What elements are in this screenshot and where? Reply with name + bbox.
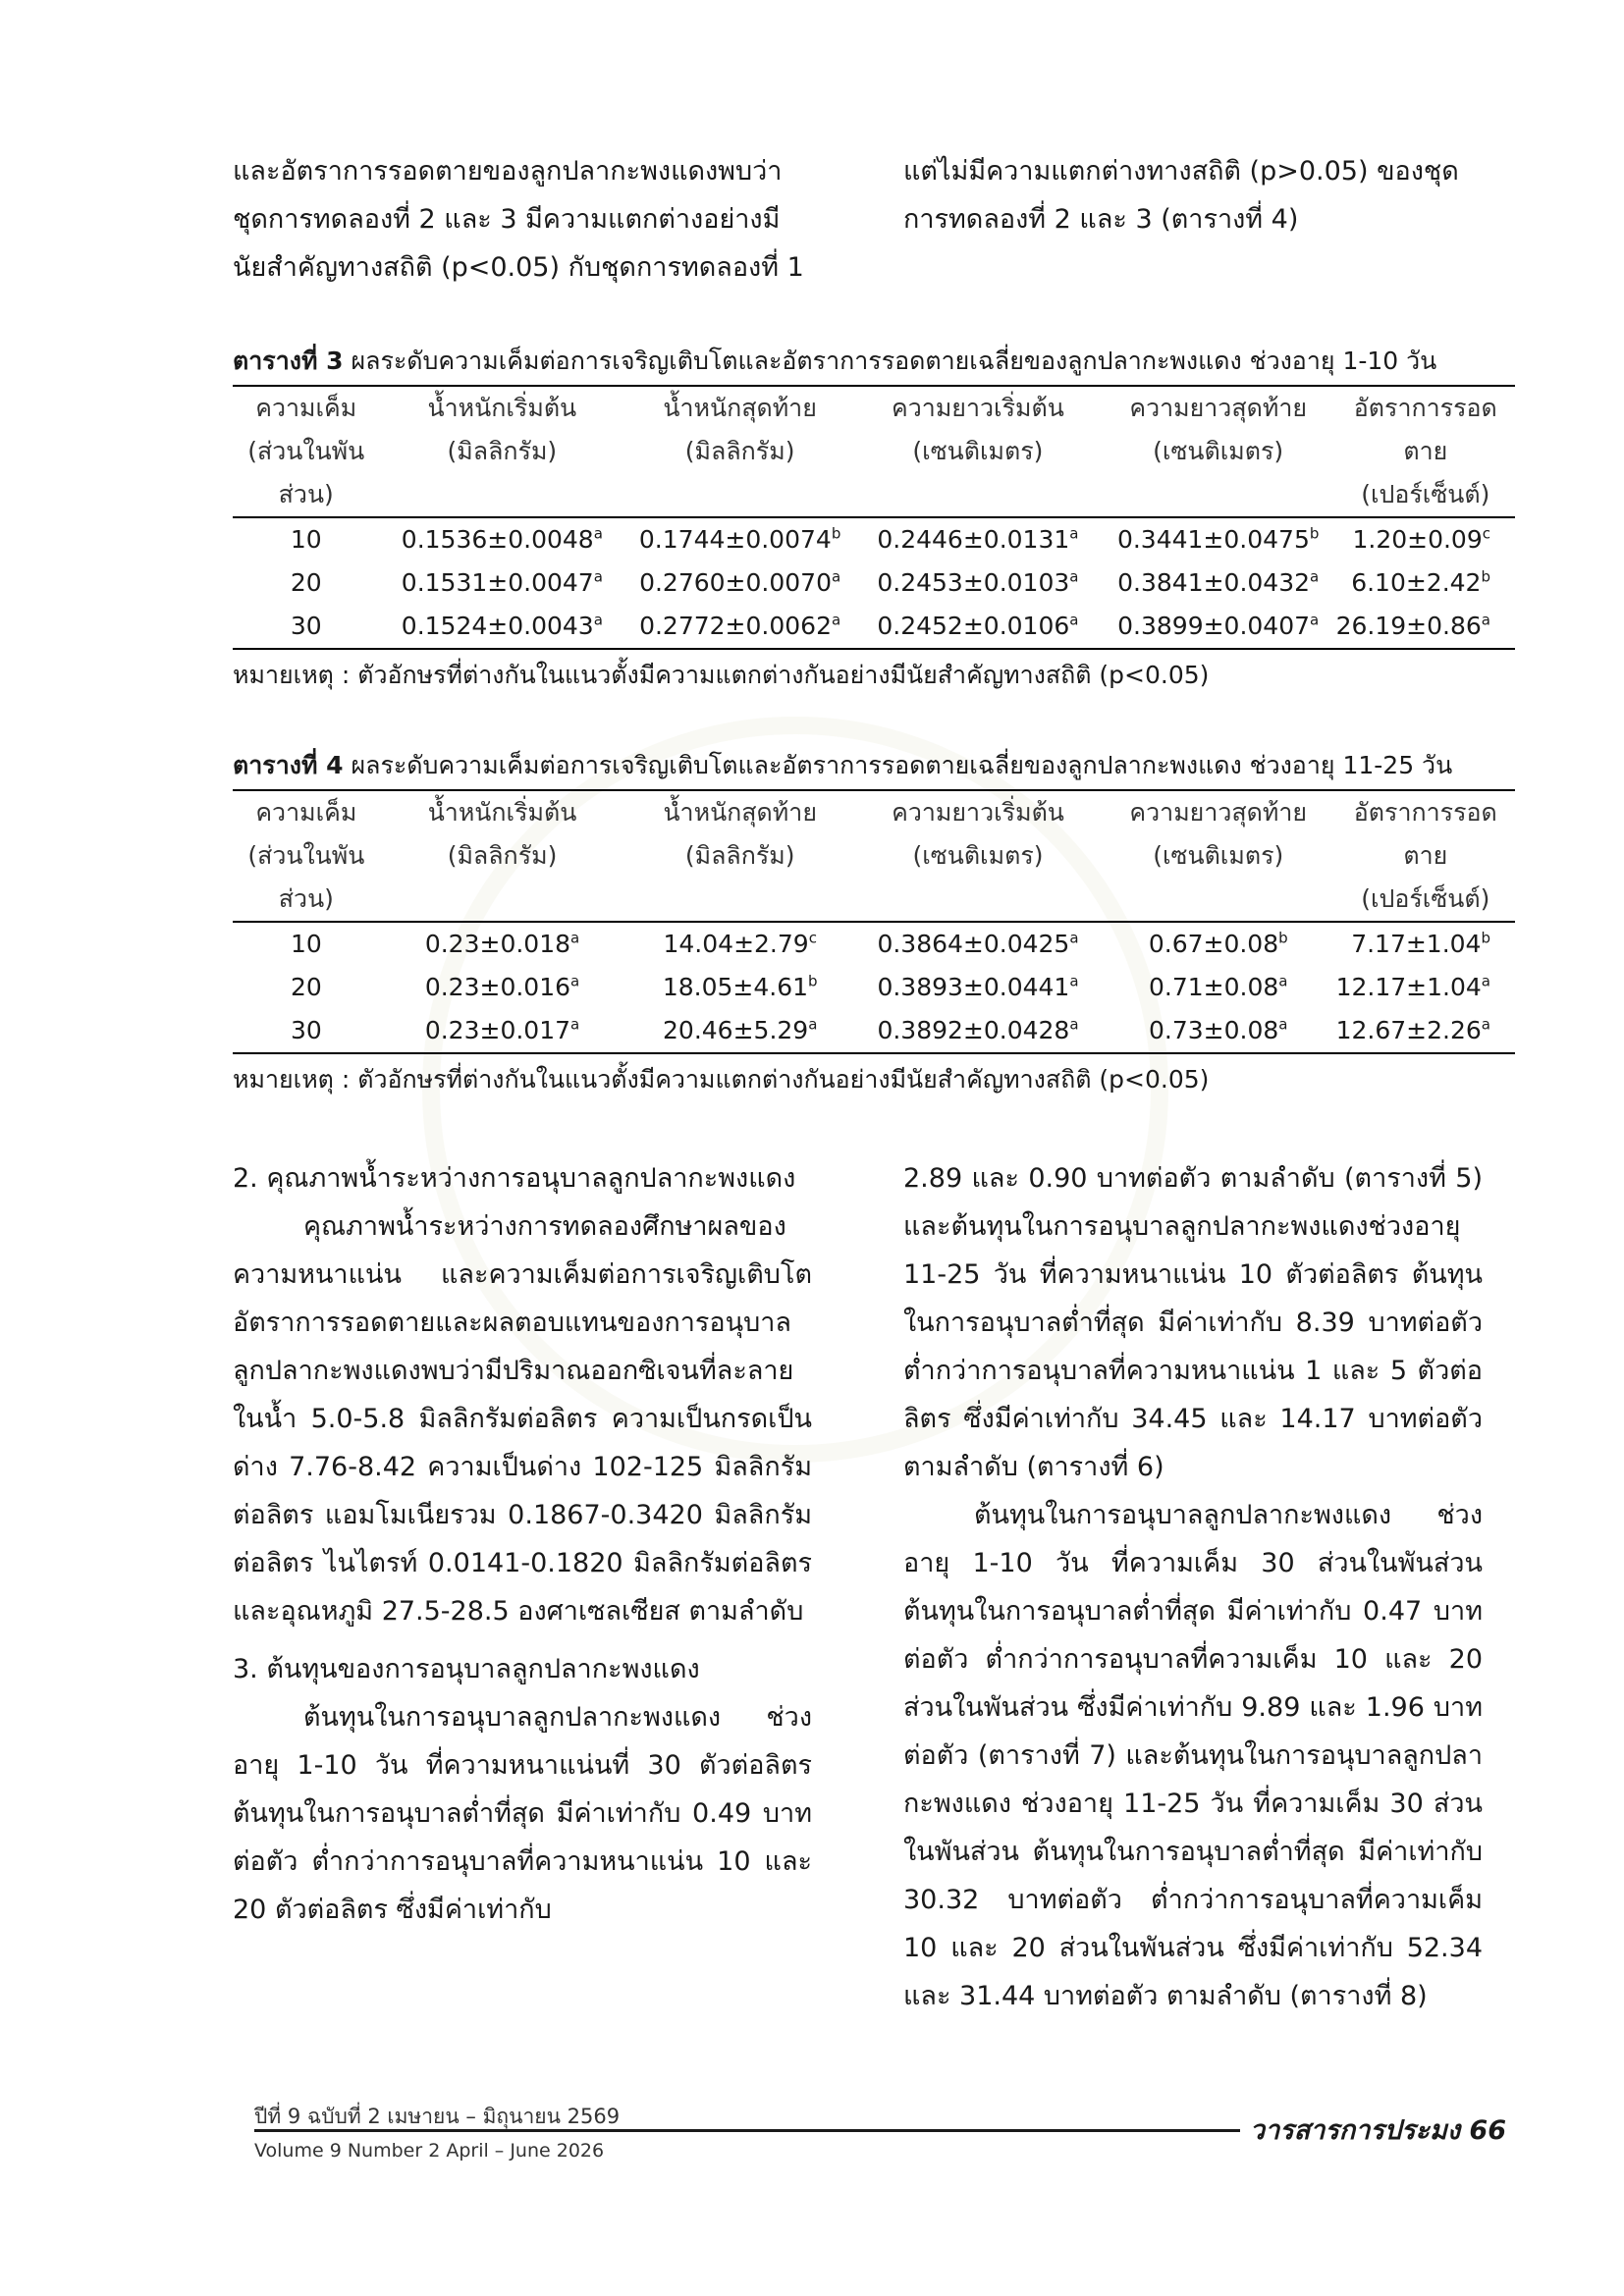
header-initial-length: ความยาวเริ่มต้น (เซนติเมตร) (855, 386, 1101, 517)
text-line: นัยสำคัญทางสถิติ (p<0.05) กับชุดการทดลองที่ 1 (233, 252, 804, 283)
value-cell: 12.17±1.04$^a$ (1335, 972, 1490, 1001)
table4-label: ตารางที่ 4 (233, 751, 344, 779)
value-cell: 0.67±0.08$^b$ (1101, 922, 1336, 966)
top-left-paragraph (233, 147, 812, 292)
value-cell: 14.04±2.79$^c$ (624, 922, 855, 966)
right-paragraph-2: ต้นทุนในการอนุบาลลูกปลากะพงแดง ช่วงอายุ 1-10 วัน ที่ความเค็ม 30 ส่วนในพันส่วน ต้นทุนในการอนุบาลต่ำที่สุด มีค่าเท่ากับ 0.47 บาทต่อตัว ต่ำกว่าการอนุบาลที่ความเค็ม 10 และ 20 ส่วนในพันส่วน ซึ่งมีค่าเท่ากับ 9.89 และ 1.96 บาทต่อตัว (ตารางที่ 7) และต้นทุนในการอนุบาลลูกปลากะพงแดง ช่วงอายุ 11-25 วัน ที่ความเค็ม 30 ส่วนในพันส่วน ต้นทุนในการอนุบาลต่ำที่สุด มีค่าเท่ากับ 30.32 บาทต่อตัว ต่ำกว่าการอนุบาลที่ความเค็ม 10 และ 20 ส่วนในพันส่วน ซึ่งมีค่าเท่ากับ 52.34 และ 31.44 บาทต่อตัว ตามลำดับ (ตารางที่ 8) (903, 1500, 1483, 2011)
header-final-weight: น้ำหนักสุดท้าย (มิลลิกรัม) (624, 790, 855, 922)
section-2-heading: 2. คุณภาพน้ำระหว่างการอนุบาลลูกปลากะพงแดง (233, 1163, 796, 1194)
value-cell: 7.17±1.04$^b$ (1336, 922, 1515, 966)
value-cell: 0.2772±0.0062$^a$ (624, 605, 855, 649)
table4-note: หมายเหตุ : ตัวอักษรที่ต่างกันในแนวตั้งมีความแตกต่างกันอย่างมีนัยสำคัญทางสถิติ (p<0.05) (233, 1065, 1210, 1094)
header-final-length: ความยาวสุดท้าย (เซนติเมตร) (1101, 790, 1336, 922)
header-salinity: ความเค็ม (ส่วนในพัน ส่วน) (233, 790, 380, 922)
value-cell: 26.19±0.86$^a$ (1336, 605, 1515, 649)
value-cell: 6.10±2.42$^b$ (1351, 567, 1490, 597)
text-line: แต่ไม่มีความแตกต่างทางสถิติ (p>0.05) ของชุด (903, 156, 1459, 187)
value-cell: 0.23±0.016$^a$ (424, 972, 580, 1001)
footer-issue-thai: ปีที่ 9 ฉบับที่ 2 เมษายน – มิถุนายน 2569 (254, 2105, 621, 2128)
table3 (233, 385, 1515, 650)
value-cell: 0.73±0.08$^a$ (1101, 1009, 1336, 1053)
table-row (233, 922, 1515, 966)
value-cell: 0.3841±0.0432$^a$ (1117, 567, 1320, 597)
value-cell: 0.3864±0.0425$^a$ (855, 922, 1101, 966)
value-cell: 0.2452±0.0106$^a$ (855, 605, 1101, 649)
header-initial-length: ความยาวเริ่มต้น (เซนติเมตร) (855, 790, 1101, 922)
table4-title: ผลระดับความเค็มต่อการเจริญเติบโตและอัตราการรอดตายเฉลี่ยของลูกปลากะพงแดง ช่วงอายุ 11-25 วัน (351, 751, 1453, 779)
value-cell: 12.67±2.26$^a$ (1336, 1009, 1515, 1053)
top-right-paragraph (903, 147, 1492, 243)
value-cell: 0.2446±0.0131$^a$ (855, 517, 1101, 561)
table3-label: ตารางที่ 3 (233, 347, 344, 375)
table-row (233, 561, 1515, 605)
value-cell: 18.05±4.61$^b$ (662, 972, 818, 1001)
value-cell: 0.3441±0.0475$^b$ (1101, 517, 1336, 561)
salinity-cell: 30 (233, 1009, 380, 1053)
table3-title: ผลระดับความเค็มต่อการเจริญเติบโตและอัตราการรอดตายเฉลี่ยของลูกปลากะพงแดง ช่วงอายุ 1-10 วัน (351, 347, 1437, 375)
table-header-row (233, 790, 1515, 922)
table-row (233, 1009, 1515, 1053)
right-paragraph-1: 2.89 และ 0.90 บาทต่อตัว ตามลำดับ (ตารางที่ 5) และต้นทุนในการอนุบาลลูกปลากะพงแดงช่วงอายุ 11-25 วัน ที่ความหนาแน่น 10 ตัวต่อลิตร ต้นทุนในการอนุบาลต่ำที่สุด มีค่าเท่ากับ 8.39 บาทต่อตัว ต่ำกว่าการอนุบาลที่ความหนาแน่น 1 และ 5 ตัวต่อลิตร ซึ่งมีค่าเท่ากับ 34.45 และ 14.17 บาทต่อตัว ตามลำดับ (ตารางที่ 6) (903, 1163, 1483, 1482)
table-row (233, 517, 1515, 561)
salinity-cell: 10 (233, 517, 379, 561)
table3-note: หมายเหตุ : ตัวอักษรที่ต่างกันในแนวตั้งมีความแตกต่างกันอย่างมีนัยสำคัญทางสถิติ (p<0.05) (233, 661, 1210, 689)
table4-caption (233, 746, 1452, 785)
value-cell: 0.1744±0.0074$^b$ (624, 517, 855, 561)
salinity-cell: 30 (233, 605, 379, 649)
footer-journal-page: วารสารการประมง 66 (1240, 2109, 1506, 2151)
value-cell: 0.3899±0.0407$^a$ (1101, 605, 1336, 649)
header-initial-weight: น้ำหนักเริ่มต้น (มิลลิกรัม) (379, 386, 624, 517)
salinity-cell: 20 (290, 568, 322, 597)
header-salinity: ความเค็ม (ส่วนในพัน ส่วน) (233, 386, 379, 517)
table3-caption (233, 342, 1436, 381)
value-cell: 0.23±0.018$^a$ (380, 922, 625, 966)
value-cell: 0.3893±0.0441$^a$ (877, 972, 1079, 1001)
header-final-weight: น้ำหนักสุดท้าย (มิลลิกรัม) (624, 386, 855, 517)
footer-issue-english: Volume 9 Number 2 April – June 2026 (254, 2140, 605, 2162)
value-cell: 1.20±0.09$^c$ (1336, 517, 1515, 561)
header-initial-weight: น้ำหนักเริ่มต้น (มิลลิกรัม) (380, 790, 625, 922)
header-final-length: ความยาวสุดท้าย (เซนติเมตร) (1101, 386, 1336, 517)
value-cell: 0.71±0.08$^a$ (1149, 972, 1288, 1001)
value-cell: 0.1524±0.0043$^a$ (379, 605, 624, 649)
value-cell: 0.23±0.017$^a$ (380, 1009, 625, 1053)
value-cell: 0.1531±0.0047$^a$ (401, 567, 603, 597)
salinity-cell: 10 (233, 922, 380, 966)
text-line: และอัตราการรอดตายของลูกปลากะพงแดงพบว่า (233, 156, 783, 187)
value-cell: 0.3892±0.0428$^a$ (855, 1009, 1101, 1053)
value-cell: 0.2760±0.0070$^a$ (639, 567, 841, 597)
table-header-row (233, 386, 1515, 517)
text-line: การทดลองที่ 2 และ 3 (ตารางที่ 4) (903, 204, 1299, 235)
text-line: ชุดการทดลองที่ 2 และ 3 มีความแตกต่างอย่างมี (233, 204, 781, 235)
table4 (233, 789, 1515, 1054)
value-cell: 0.1536±0.0048$^a$ (379, 517, 624, 561)
section-2-body: คุณภาพน้ำระหว่างการทดลองศึกษาผลของความหนาแน่น และความเค็มต่อการเจริญเติบโต อัตราการรอดตายและผลตอบแทนของการอนุบาลลูกปลากะพงแดงพบว่ามีปริมาณออกซิเจนที่ละลายในน้ำ 5.0-5.8 มิลลิกรัมต่อลิตร ความเป็นกรดเป็นด่าง 7.76-8.42 ความเป็นด่าง 102-125 มิลลิกรัมต่อลิตร แอมโมเนียรวม 0.1867-0.3420 มิลลิกรัมต่อลิตร ไนไตรท์ 0.0141-0.1820 มิลลิกรัมต่อลิตร และอุณหภูมิ 27.5-28.5 องศาเซลเซียส ตามลำดับ (233, 1211, 812, 1627)
table-row (233, 605, 1515, 649)
header-survival-rate: อัตราการรอดตาย (เปอร์เซ็นต์) (1336, 790, 1515, 922)
section-3-heading: 3. ต้นทุนของการอนุบาลลูกปลากะพงแดง (233, 1654, 700, 1684)
table-row (233, 966, 1515, 1009)
value-cell: 0.2453±0.0103$^a$ (877, 567, 1079, 597)
right-column (903, 1154, 1483, 2020)
header-survival-rate: อัตราการรอดตาย (เปอร์เซ็นต์) (1336, 386, 1515, 517)
section-3-body: ต้นทุนในการอนุบาลลูกปลากะพงแดง ช่วงอายุ 1-10 วัน ที่ความหนาแน่นที่ 30 ตัวต่อลิตร ต้นทุนในการอนุบาลต่ำที่สุด มีค่าเท่ากับ 0.49 บาทต่อตัว ต่ำกว่าการอนุบาลที่ความหนาแน่น 10 และ 20 ตัวต่อลิตร ซึ่งมีค่าเท่ากับ (233, 1702, 812, 1925)
left-column (233, 1154, 812, 1934)
salinity-cell: 20 (290, 973, 322, 1001)
value-cell: 20.46±5.29$^a$ (624, 1009, 855, 1053)
